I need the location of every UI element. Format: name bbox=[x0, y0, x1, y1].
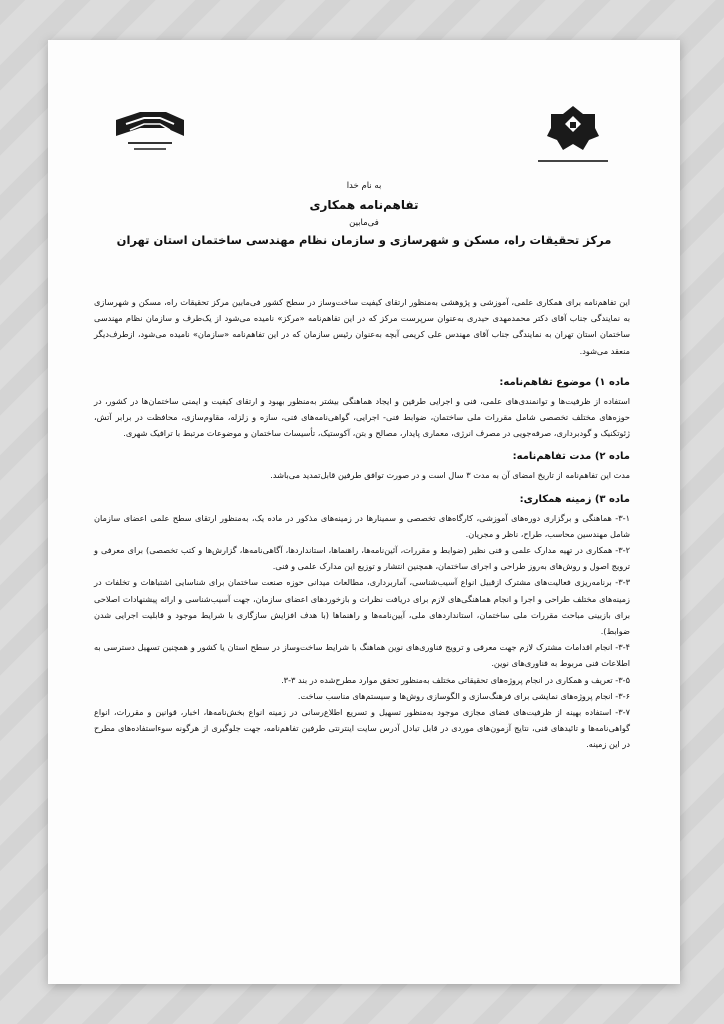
emblem-logo-icon bbox=[543, 102, 603, 154]
document-header bbox=[108, 178, 620, 250]
article-1-text: استفاده از ظرفیت‌ها و توانمندی‌های علمی، فنی و اجرایی طرفین و ایجاد هماهنگی بیشتر به‌منظور بهبود و ارتقای کیفیت و ایمنی ساختمان‌ها در کشور، در حوزه‌های مختلف تخصصی شامل مقررات ملی ساختمان، ضوابط فنی- اجرایی، گواهی‌نامه‌های فنی، سازه و زلزله، مقاوم‌سازی، محافظت در برابر آتش، ژئوتکنیک و گودبرداری، صرفه‌جویی در مصرف انرژی، معماری پایدار، مصالح و بتن، آکوستیک، تأسیسات ساختمان و موضوعات مرتبط با ترافیک شهری. bbox=[94, 395, 630, 439]
clause-3-7: ۳-۷- استفاده بهینه از ظرفیت‌های فضای مجازی موجود به‌منظور تسهیل و تسریع اطلاع‌رسانی در زمینه انواع بخش‌نامه‌ها، اخبار، قوانین و مقررات، انواع گواهی‌نامه‌ها و تائیدهای فنی، نتایج آزمون‌های موردی در قابل تبادل آدرس سایت اینترنتی طرفین تفاهم‌نامه، جهت جلوگیری از هرگونه سوءاستفاده‌های مطرح در این زمینه. bbox=[94, 707, 630, 750]
between-label: فی‌مابین bbox=[349, 218, 379, 228]
road-housing-research-center-logo bbox=[528, 102, 618, 167]
handshake-logo-icon bbox=[110, 106, 190, 168]
document-page bbox=[48, 40, 680, 984]
clause-3-6: ۳-۶- انجام پروژه‌های نمایشی برای فرهنگ‌سازی و الگوسازی روش‌ها و سیستم‌های مناسب ساخت. bbox=[297, 690, 630, 701]
parties-line: مرکز تحقیقات راه، مسکن و شهرسازی و سازمان نظام مهندسی ساختمان استان تهران bbox=[116, 233, 612, 247]
article-2-text: مدت این تفاهم‌نامه از تاریخ امضای آن به مدت ۳ سال است و در صورت توافق طرفین قابل‌تمدید می‌باشد. bbox=[270, 470, 630, 481]
clause-3-4: ۳-۴- انجام اقدامات مشترک لازم جهت معرفی و ترویج فناوری‌های نوین هماهنگ با شرایط ساخت‌وساز در سطح استان یا کشور و همچنین تسهیل دسترسی به اطلاعات فنی مربوط به فناوری‌های نوین. bbox=[94, 642, 630, 669]
logo-caption-lines bbox=[528, 158, 618, 167]
basmala: به نام خدا bbox=[346, 181, 382, 191]
clause-3-2: ۳-۲- همکاری در تهیه مدارک علمی و فنی نظیر (ضوابط و مقررات، آئین‌نامه‌ها، راهنماها، استانداردها، آگاهی‌نامه‌ها، گزارش‌ها و کتب تخصصی) برای معرفی و ترویج اصول و روش‌های به‌روز طراحی و اجرای ساختمان، همچنین انتشار و توزیع این مدارک علمی و فنی. bbox=[94, 545, 630, 572]
clause-3-1: ۳-۱- هماهنگی و برگزاری دوره‌های آموزشی، کارگاه‌های تخصصی و سمینارها در زمینه‌های مذکور در ماده یک، به‌منظور ارتقای سطح علمی اعضای سازمان شامل مهندسین محاسب، طراح، ناظر و مجریان. bbox=[94, 512, 630, 539]
engineering-organization-logo bbox=[110, 106, 190, 172]
document-body bbox=[94, 294, 630, 753]
article-3-title: ماده ۳) زمینه همکاری: bbox=[519, 493, 630, 505]
clause-3-5: ۳-۵- تعریف و همکاری در انجام پروژه‌های تحقیقاتی مختلف به‌منظور تحقق موارد مطرح‌شده در بند ۳-۳. bbox=[281, 674, 630, 685]
document-title: تفاهم‌نامه همکاری bbox=[309, 198, 419, 212]
article-1-title: ماده ۱) موضوع تفاهم‌نامه: bbox=[499, 376, 630, 388]
intro-paragraph: این تفاهم‌نامه برای همکاری علمی، آموزشی و پژوهشی به‌منظور ارتقای کیفیت ساخت‌وساز در سطح کشور فی‌مابین مرکز تحقیقات راه، مسکن و شهرسازی به نمایندگی جناب آقای دکتر محمدمهدی حیدری به‌عنوان سرپرست مرکز که در این تفاهم‌نامه «مرکز» نامیده می‌شود از یک‌طرف و سازمان نظام مهندسی ساختمان استان تهران به نمایندگی جناب آقای مهندس علی کریمی آبچه به‌عنوان رئیس سازمان که در این تفاهم‌نامه «سازمان» نامیده می‌شود، ازطرف‌دیگر منعقد می‌شود. bbox=[94, 297, 630, 356]
article-2-title: ماده ۲) مدت تفاهم‌نامه: bbox=[512, 451, 630, 463]
clause-3-3: ۳-۳- برنامه‌ریزی فعالیت‌های مشترک ازقبیل انواع آسیب‌شناسی، آماربرداری، مطالعات میدانی حوزه صنعت ساختمان برای شناسایی اشتباهات و تخلفات در زمینه‌های مختلف طراحی و اجرا و انجام هماهنگی‌های لازم برای دریافت نظرات و بازخوردهای اعضای سازمان، جهت آسیب‌شناسی و ارائه پیشنهادات اصلاحی برای بازبینی مباحث مقررات ملی ساختمان، استانداردهای ملی، آیین‌نامه‌ها و راهنماها (با هدف افزایش سازگاری با شرایط موجود و قابلیت اجرایی شدن ضوابط). bbox=[94, 577, 630, 637]
